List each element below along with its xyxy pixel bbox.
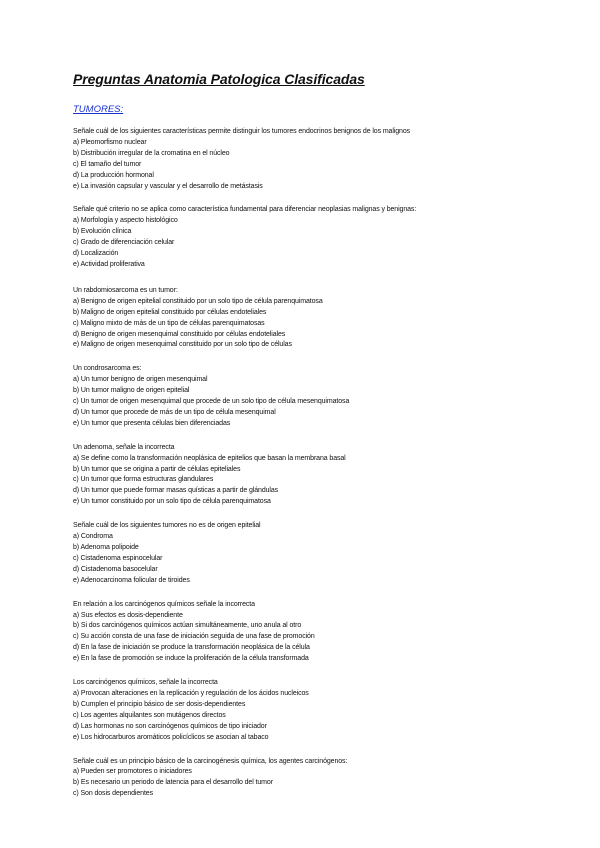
answer-option: a) Benigno de origen epitelial constituido por un solo tipo de célula parenquimatosa bbox=[73, 297, 323, 305]
answer-option: b) Maligno de origen epitelial constituido por células endoteliales bbox=[73, 308, 267, 316]
answer-option: e) Los hidrocarburos aromáticos policíclicos se asocian al tabaco bbox=[73, 733, 269, 741]
answer-option: c) Los agentes alquilantes son mutágenos directos bbox=[73, 711, 226, 719]
section-heading: TUMORES: bbox=[73, 104, 124, 115]
answer-option: d) Las hormonas no son carcinógenos químicos de tipo iniciador bbox=[73, 722, 267, 730]
answer-option: e) La invasión capsular y vascular y el desarrollo de metástasis bbox=[73, 182, 263, 190]
answer-option: b) Un tumor maligno de origen epitelial bbox=[73, 387, 190, 395]
answer-option: b) Un tumor que se origina a partir de células epiteliales bbox=[73, 465, 241, 473]
answer-option: d) Benigno de origen mesenquimal constituido por células endoteliales bbox=[73, 330, 286, 338]
question-stem: Un adenoma, señale la incorrecta bbox=[73, 443, 175, 451]
answer-option: e) Actividad proliferativa bbox=[73, 260, 145, 268]
answer-option: b) Evolución clínica bbox=[73, 228, 132, 236]
answer-option: b) Si dos carcinógenos químicos actúan simultáneamente, uno anula al otro bbox=[73, 622, 302, 630]
answer-option: e) Adenocarcinoma folicular de tiroides bbox=[73, 576, 190, 584]
question-list bbox=[73, 127, 553, 813]
answer-option: c) Son dosis dependientes bbox=[73, 790, 153, 798]
answer-option: d) En la fase de iniciación se produce la transformación neoplásica de la célula bbox=[73, 644, 310, 652]
question-block bbox=[73, 600, 553, 665]
question-block bbox=[73, 127, 553, 192]
answer-option: d) Localización bbox=[73, 250, 119, 258]
question-stem: Señale cuál de los siguientes características permite distinguir los tumores endocrinos benignos de los malignos bbox=[73, 128, 411, 135]
answer-option: e) En la fase de promoción se induce la proliferación de la célula transformada bbox=[73, 655, 309, 663]
answer-option: a) Sus efectos es dosis-dependiente bbox=[73, 611, 183, 619]
answer-option: c) Maligno mixto de más de un tipo de células parenquimatosas bbox=[73, 319, 265, 327]
answer-option: a) Un tumor benigno de origen mesenquimal bbox=[73, 376, 208, 384]
answer-option: c) Su acción consta de una fase de iniciación seguida de una fase de promoción bbox=[73, 633, 315, 641]
question-stem: Los carcinógenos químicos, señale la incorrecta bbox=[73, 679, 218, 687]
answer-option: b) Es necesario un periodo de latencia para el desarrollo del tumor bbox=[73, 779, 273, 787]
question-block bbox=[73, 364, 553, 429]
question-stem: Señale cuál de los siguientes tumores no es de origen epitelial bbox=[73, 522, 261, 530]
question-stem: Un rabdomiosarcoma es un tumor: bbox=[73, 286, 178, 294]
answer-option: b) Cumplen el principio básico de ser dosis-dependientes bbox=[73, 700, 246, 708]
answer-option: a) Morfología y aspecto histológico bbox=[73, 217, 178, 225]
document-title: Preguntas Anatomia Patologica Clasificadas bbox=[73, 71, 365, 87]
answer-option: a) Pueden ser promotores o iniciadores bbox=[73, 768, 192, 776]
answer-option: c) Un tumor que forma estructuras glandulares bbox=[73, 476, 214, 484]
answer-option: a) Pleomorfismo nuclear bbox=[73, 138, 147, 146]
answer-option: a) Condroma bbox=[73, 533, 113, 541]
answer-option: c) Un tumor de origen mesenquimal que procede de un solo tipo de célula mesenquimatosa bbox=[73, 398, 350, 406]
question-block bbox=[73, 205, 553, 270]
question-stem: Señale cuál es un principio básico de la carcinogénesis química, los agentes carcinógenos: bbox=[73, 757, 348, 765]
answer-option: b) Adenoma polipoide bbox=[73, 544, 139, 551]
answer-option: c) Cistadenoma espinocelular bbox=[73, 554, 163, 562]
question-block bbox=[73, 757, 553, 801]
answer-option: c) El tamaño del tumor bbox=[73, 160, 142, 168]
question-block bbox=[73, 521, 553, 586]
answer-option: c) Grado de diferenciación celular bbox=[73, 239, 175, 247]
question-block bbox=[73, 678, 553, 743]
question-stem: Un condrosarcoma es: bbox=[73, 365, 142, 373]
question-block bbox=[73, 286, 553, 351]
question-stem: En relación a los carcinógenos químicos señale la incorrecta bbox=[73, 600, 255, 608]
question-stem: Señale qué criterio no se aplica como característica fundamental para diferenciar neoplasias malignas y benignas: bbox=[73, 206, 417, 214]
answer-option: e) Un tumor que presenta células bien diferenciadas bbox=[73, 419, 231, 427]
answer-option: e) Maligno de origen mesenquimal constituido por un solo tipo de células bbox=[73, 341, 292, 349]
answer-option: d) Cistadenoma basocelular bbox=[73, 565, 158, 573]
answer-option: d) Un tumor que puede formar masas quísticas a partir de glándulas bbox=[73, 487, 279, 495]
answer-option: a) Provocan alteraciones en la replicación y regulación de los ácidos nucleicos bbox=[73, 689, 309, 697]
answer-option: b) Distribución irregular de la cromatina en el núcleo bbox=[73, 149, 230, 157]
answer-option: e) Un tumor constituido por un solo tipo de célula parenquimatosa bbox=[73, 498, 271, 506]
answer-option: d) La producción hormonal bbox=[73, 171, 154, 179]
question-block bbox=[73, 443, 553, 508]
answer-option: a) Se define como la transformación neoplásica de epitelios que basan la membrana basal bbox=[73, 454, 346, 462]
answer-option: d) Un tumor que procede de más de un tipo de célula mesenquimal bbox=[73, 408, 276, 416]
